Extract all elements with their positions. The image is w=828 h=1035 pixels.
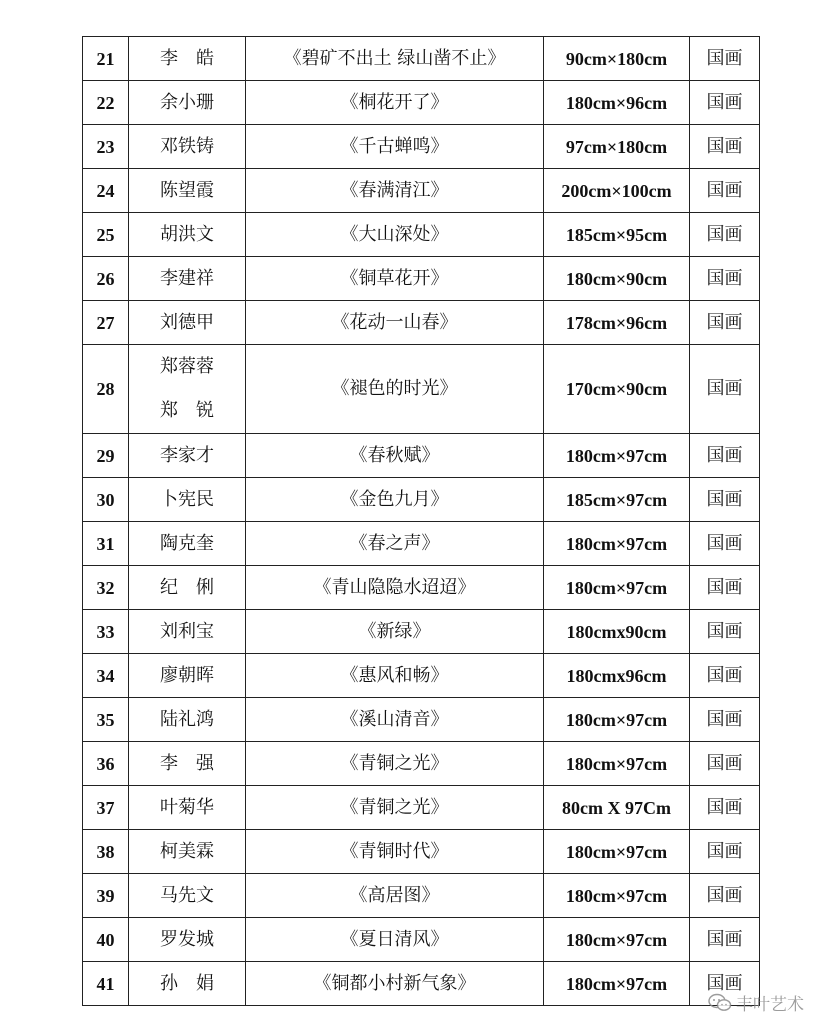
artwork-title: 《春之声》 (246, 522, 544, 566)
artist-name: 余小珊 (129, 81, 246, 125)
row-number: 31 (83, 522, 129, 566)
row-number: 30 (83, 478, 129, 522)
table-row (83, 698, 760, 742)
artist-name (129, 345, 246, 434)
artwork-title: 《青铜之光》 (246, 786, 544, 830)
artwork-type: 国画 (690, 169, 760, 213)
artwork-size: 180cmx96cm (544, 654, 690, 698)
artwork-type: 国画 (690, 213, 760, 257)
artwork-title: 《青山隐隐水迢迢》 (246, 566, 544, 610)
artwork-type: 国画 (690, 830, 760, 874)
artwork-title: 《溪山清音》 (246, 698, 544, 742)
artwork-size: 180cm×97cm (544, 566, 690, 610)
artist-name: 刘利宝 (129, 610, 246, 654)
table-row (83, 301, 760, 345)
artwork-title: 《高居图》 (246, 874, 544, 918)
artwork-type: 国画 (690, 698, 760, 742)
artwork-type: 国画 (690, 962, 760, 1006)
artwork-type: 国画 (690, 301, 760, 345)
row-number: 24 (83, 169, 129, 213)
artwork-type: 国画 (690, 434, 760, 478)
table-row (83, 786, 760, 830)
artwork-title: 《千古蝉鸣》 (246, 125, 544, 169)
row-number: 36 (83, 742, 129, 786)
artist-name: 李家才 (129, 434, 246, 478)
artist-name: 廖朝晖 (129, 654, 246, 698)
artist-name: 陶克奎 (129, 522, 246, 566)
artwork-title: 《惠风和畅》 (246, 654, 544, 698)
artwork-size: 178cm×96cm (544, 301, 690, 345)
artwork-title: 《金色九月》 (246, 478, 544, 522)
artwork-type: 国画 (690, 345, 760, 434)
row-number: 27 (83, 301, 129, 345)
artwork-title: 《大山深处》 (246, 213, 544, 257)
table-row (83, 522, 760, 566)
table-row (83, 830, 760, 874)
artwork-size: 180cm×97cm (544, 830, 690, 874)
table-row (83, 434, 760, 478)
table-row (83, 654, 760, 698)
row-number: 33 (83, 610, 129, 654)
artwork-title: 《夏日清风》 (246, 918, 544, 962)
artwork-title: 《花动一山春》 (246, 301, 544, 345)
row-number: 25 (83, 213, 129, 257)
row-number: 22 (83, 81, 129, 125)
artworks-table-body (83, 37, 760, 1006)
table-row (83, 874, 760, 918)
table-row (83, 257, 760, 301)
artwork-title: 《桐花开了》 (246, 81, 544, 125)
artwork-title: 《褪色的时光》 (246, 345, 544, 434)
artwork-size: 180cm×97cm (544, 918, 690, 962)
artist-name: 李建祥 (129, 257, 246, 301)
artwork-size: 200cm×100cm (544, 169, 690, 213)
artist-name-line: 郑 锐 (160, 400, 214, 421)
artwork-size: 180cm×97cm (544, 742, 690, 786)
table-row (83, 962, 760, 1006)
artist-name: 陈望霞 (129, 169, 246, 213)
artwork-size: 180cm×97cm (544, 962, 690, 1006)
artwork-type: 国画 (690, 37, 760, 81)
artist-name: 孙 娟 (129, 962, 246, 1006)
artwork-type: 国画 (690, 786, 760, 830)
artwork-size: 97cm×180cm (544, 125, 690, 169)
artist-name: 纪 俐 (129, 566, 246, 610)
artwork-title: 《铜都小村新气象》 (246, 962, 544, 1006)
artwork-size: 180cm×97cm (544, 522, 690, 566)
artwork-type: 国画 (690, 81, 760, 125)
row-number: 38 (83, 830, 129, 874)
row-number: 37 (83, 786, 129, 830)
artwork-size: 180cm×97cm (544, 698, 690, 742)
artwork-type: 国画 (690, 522, 760, 566)
artist-name: 李 皓 (129, 37, 246, 81)
row-number: 28 (83, 345, 129, 434)
table-row (83, 213, 760, 257)
artwork-title: 《春满清江》 (246, 169, 544, 213)
table-row (83, 81, 760, 125)
artwork-type: 国画 (690, 125, 760, 169)
artwork-type: 国画 (690, 566, 760, 610)
artwork-size: 185cm×97cm (544, 478, 690, 522)
table-row (83, 345, 760, 434)
artist-name: 叶菊华 (129, 786, 246, 830)
row-number: 29 (83, 434, 129, 478)
artist-name: 柯美霖 (129, 830, 246, 874)
artwork-size: 180cmx90cm (544, 610, 690, 654)
artist-name: 邓铁铸 (129, 125, 246, 169)
artist-name: 卜宪民 (129, 478, 246, 522)
watermark-text: 丰叶艺术 (736, 995, 804, 1015)
artwork-type: 国画 (690, 654, 760, 698)
artwork-size: 180cm×96cm (544, 81, 690, 125)
table-row (83, 742, 760, 786)
artwork-size: 180cm×97cm (544, 434, 690, 478)
artwork-size: 170cm×90cm (544, 345, 690, 434)
row-number: 34 (83, 654, 129, 698)
artwork-title: 《青铜时代》 (246, 830, 544, 874)
row-number: 21 (83, 37, 129, 81)
artwork-type: 国画 (690, 257, 760, 301)
artwork-size: 90cm×180cm (544, 37, 690, 81)
table-row (83, 918, 760, 962)
wechat-icon (708, 993, 732, 1013)
artwork-size: 180cm×90cm (544, 257, 690, 301)
artwork-type: 国画 (690, 478, 760, 522)
artist-name: 李 强 (129, 742, 246, 786)
table-row (83, 566, 760, 610)
artwork-title: 《青铜之光》 (246, 742, 544, 786)
row-number: 39 (83, 874, 129, 918)
artwork-title: 《新绿》 (246, 610, 544, 654)
watermark (708, 990, 804, 1015)
artwork-size: 180cm×97cm (544, 874, 690, 918)
artwork-type: 国画 (690, 742, 760, 786)
table-row (83, 125, 760, 169)
artwork-type: 国画 (690, 918, 760, 962)
artworks-table (82, 36, 760, 1006)
artwork-title: 《碧矿不出土 绿山凿不止》 (246, 37, 544, 81)
artist-name: 刘德甲 (129, 301, 246, 345)
row-number: 35 (83, 698, 129, 742)
table-row (83, 169, 760, 213)
row-number: 23 (83, 125, 129, 169)
table-row (83, 478, 760, 522)
artist-name: 陆礼鸿 (129, 698, 246, 742)
row-number: 26 (83, 257, 129, 301)
artist-name: 罗发城 (129, 918, 246, 962)
artwork-type: 国画 (690, 610, 760, 654)
artwork-size: 80cm X 97Cm (544, 786, 690, 830)
artwork-title: 《春秋赋》 (246, 434, 544, 478)
table-row (83, 610, 760, 654)
row-number: 32 (83, 566, 129, 610)
table-row (83, 37, 760, 81)
artist-name-line: 郑蓉蓉 (160, 356, 214, 377)
artwork-size: 185cm×95cm (544, 213, 690, 257)
artist-name: 马先文 (129, 874, 246, 918)
row-number: 40 (83, 918, 129, 962)
row-number: 41 (83, 962, 129, 1006)
artist-name: 胡洪文 (129, 213, 246, 257)
artwork-type: 国画 (690, 874, 760, 918)
artwork-title: 《铜草花开》 (246, 257, 544, 301)
